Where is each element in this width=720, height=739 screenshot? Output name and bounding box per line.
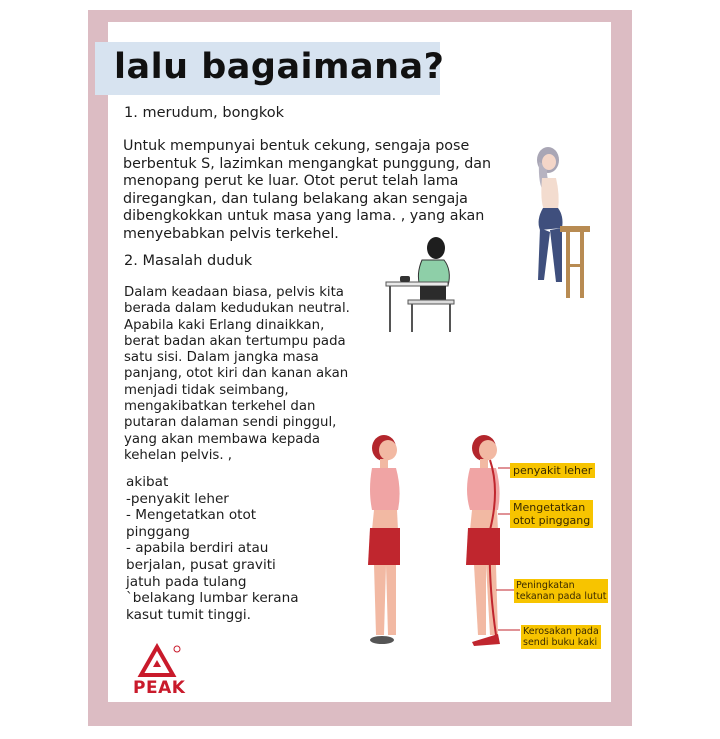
label-ankle: Kerosakan pada sendi buku kaki [523,626,599,648]
leaning-woman-illustration [520,140,590,300]
label-knee: Peningkatan tekanan pada lutut [516,580,607,602]
section-2-body: Dalam keadaan biasa, pelvis kita berada dalam kedudukan neutral. Apabila kaki Erlang dinaikkan, berat badan akan tertumpu pada satu sisi. Dalam jangka masa panjang, otot kiri dan kanan akan menjadi tidak seimbang, mengakibatkan terkehel dan putaran dalaman sendi pinggul, yang akan membawa kepada kehelan pelvis. , [124,285,350,463]
page-title: lalu bagaimana? [114,47,445,87]
figure-correct-posture [368,435,400,644]
seated-person-illustration [386,234,466,334]
section-1-body: Untuk mempunyai bentuk cekung, sengaja pose berbentuk S, lazimkan mengangkat punggung, dan menopang perut ke luar. Otot perut telah lama diregangkan, dan tulang belakang akan sengaja dibengkokkan untuk masa yang lama. , yang akan menyebabkan pelvis terkehel. [123,138,492,242]
effects-list: akibat -penyakit leher - Mengetatkan otot pinggang - apabila berdiri atau berjalan, pusat graviti jatuh pada tulang `belakang lumbar kerana kasut tumit tinggi. [126,474,299,623]
label-waist: Mengetatkan otot pinggang [510,500,593,528]
section-2-heading: 2. Masalah duduk [124,253,253,269]
brand-name: PEAK [133,678,186,698]
posture-comparison-illustration [350,430,520,660]
section-1-heading: 1. merudum, bongkok [124,105,284,121]
label-neck: penyakit leher [510,463,595,478]
